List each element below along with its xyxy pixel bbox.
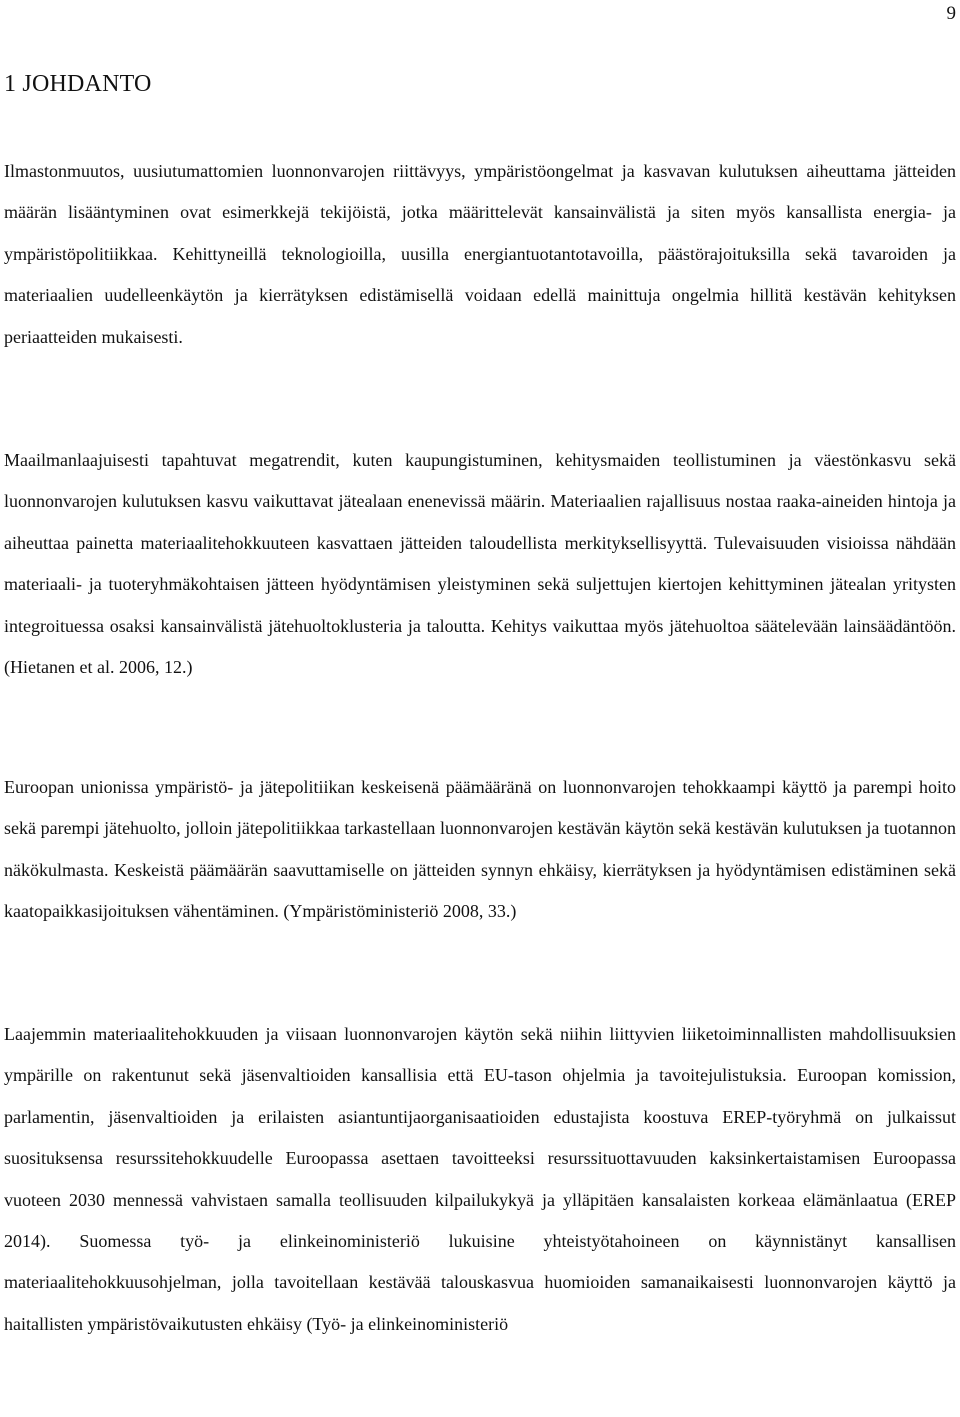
paragraph-material-efficiency bbox=[4, 1014, 956, 1345]
paragraph-text: Maailmanlaajuisesti tapahtuvat megatrendit, kuten kaupungistuminen, kehitysmaiden teollistuminen ja väestönkasvu sekä luonnonvarojen kulutuksen kasvu vaikuttavat jätealaan enenevissä määrin. Materiaalien rajallisuus nostaa raaka-aineiden hintoja ja aiheuttaa painetta materiaalitehokkuuteen kasvattaen jätteiden taloudellista merkityksellisyyttä. Tulevaisuuden visioissa nähdään materiaali- ja tuoteryhmäkohtaisen jätteen hyödyntämisen yleistyminen sekä suljettujen kiertojen kehittyminen jätealan yritysten integroituessa osaksi kansainvälistä jätehuoltoklusteria ja taloutta. Kehitys vaikuttaa myös jätehuoltoa säätelevään lainsäädäntöön. (Hietanen et al. 2006, 12.) bbox=[4, 450, 956, 678]
paragraph-megatrends bbox=[4, 440, 956, 688]
paragraph-text: Euroopan unionissa ympäristö- ja jätepolitiikan keskeisenä päämääränä on luonnonvarojen tehokkaampi käyttö ja parempi hoito sekä parempi jätehuolto, jolloin jätepolitiikkaa tarkastellaan luonnonvarojen kestävän käytön sekä kestävän kulutuksen ja tuotannon näkökulmasta. Keskeistä päämäärän saavuttamiselle on jätteiden synnyn ehkäisy, kierrätyksen ja hyödyntämisen edistäminen sekä kaatopaikkasijoituksen vähentäminen. (Ympäristöministeriö 2008, 33.) bbox=[4, 777, 956, 922]
page-number: 9 bbox=[946, 3, 956, 24]
paragraph-eu-policy bbox=[4, 767, 956, 933]
paragraph-intro bbox=[4, 151, 956, 358]
paragraph-text: Laajemmin materiaalitehokkuuden ja viisaan luonnonvarojen käytön sekä niihin liittyvien liiketoiminnallisten mahdollisuuksien ympärille on rakentunut sekä jäsenvaltioiden kansallisia että EU-tason ohjelmia ja tavoitejulistuksia. Euroopan komission, parlamentin, jäsenvaltioiden ja erilaisten asiantuntijaorganisaatioiden edustajista koostuva EREP-työryhmä on julkaissut suosituksensa resurssitehokkuudelle Euroopassa asettaen tavoitteeksi resurssituottavuuden kaksinkertaistamisen Euroopassa vuoteen 2030 mennessä vahvistaen samalla teollisuuden kilpailukykyä ja ylläpitäen kansalaisten korkeaa elämänlaatua (EREP 2014). Suomessa työ- ja elinkeinoministeriö lukuisine yhteistyötahoineen on käynnistänyt kansallisen materiaalitehokkuusohjelman, jolla tavoitellaan kestävää talouskasvua huomioiden samanaikaisesti luonnonvarojen käyttö ja haitallisten ympäristövaikutusten ehkäisy (Työ- ja elinkeinoministeriö bbox=[4, 1024, 956, 1334]
chapter-heading: 1 JOHDANTO bbox=[4, 71, 152, 97]
paragraph-text: Ilmastonmuutos, uusiutumattomien luonnonvarojen riittävyys, ympäristöongelmat ja kasvavan kulutuksen aiheuttama jätteiden määrän lisääntyminen ovat esimerkkejä tekijöistä, jotka määrittelevät kansainvälistä ja siten myös kansallista energia- ja ympäristöpolitiikkaa. Kehittyneillä teknologioilla, uusilla energiantuotantotavoilla, päästörajoituksilla sekä tavaroiden ja materiaalien uudelleenkäytön ja kierrätyksen edistämisellä voidaan edellä mainittuja ongelmia hillitä kestävän kehityksen periaatteiden mukaisesti. bbox=[4, 161, 956, 347]
